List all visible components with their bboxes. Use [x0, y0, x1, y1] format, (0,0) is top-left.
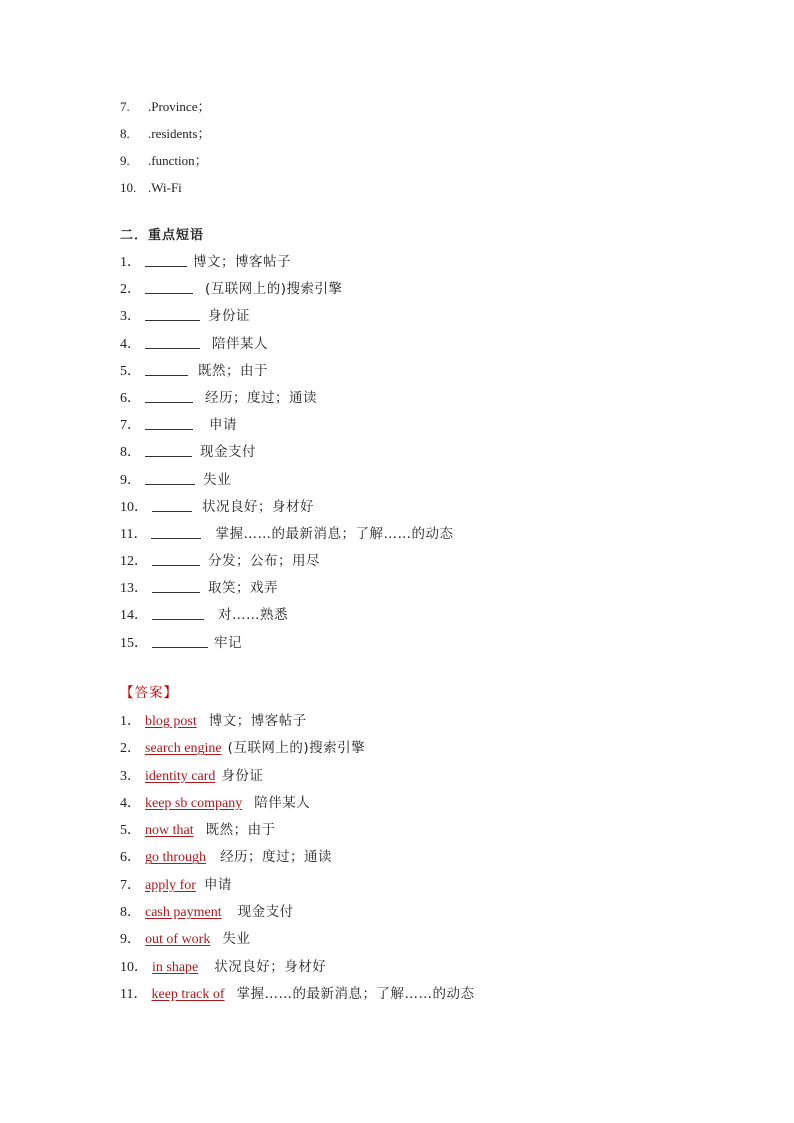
phrase-item	[120, 303, 453, 330]
item-number: 11．	[120, 986, 148, 1002]
phrase-item	[120, 439, 453, 466]
phrase-meaning: 博文；博客帖子	[193, 254, 291, 270]
vocab-word: .Wi-Fi	[148, 180, 182, 195]
phrase-meaning: 陪伴某人	[212, 335, 268, 352]
answer-blank[interactable]	[145, 362, 188, 376]
phrase-meaning: 申请	[203, 876, 232, 893]
answer-item	[120, 954, 475, 981]
phrase-item	[120, 521, 453, 548]
phrase-item	[120, 494, 453, 521]
answer-item	[120, 872, 475, 899]
item-number: 1．	[120, 714, 141, 729]
phrase-item	[120, 385, 453, 412]
item-number: 7．	[120, 418, 141, 434]
item-number: 8．	[120, 445, 141, 461]
item-number: 13．	[120, 581, 148, 597]
answer-item	[120, 844, 475, 871]
answer-phrase: out of work	[145, 932, 211, 948]
item-number: 5．	[120, 823, 141, 839]
answer-blank[interactable]	[145, 416, 193, 430]
phrase-item	[120, 602, 453, 629]
phrase-meaning: (互联网上的)搜索引擎	[227, 740, 366, 757]
answer-phrase: search engine	[145, 741, 222, 757]
phrase-meaning: 博文；博客帖子	[208, 713, 307, 729]
item-number: 10．	[120, 499, 148, 515]
vocab-word: .residents；	[148, 126, 211, 141]
phrase-meaning: 状况良好；身材好	[214, 958, 327, 975]
item-number: 2．	[120, 741, 141, 757]
vocab-item	[120, 120, 210, 147]
item-number: 7.	[120, 99, 130, 114]
phrase-item	[120, 467, 453, 494]
phrase-meaning: 经历；度过；通读	[220, 849, 333, 866]
answer-item	[120, 763, 475, 790]
phrase-item	[120, 575, 453, 602]
phrase-meaning: 掌握……的最新消息；了解……的动态	[236, 985, 475, 1002]
item-number: 3．	[120, 768, 141, 784]
answer-item	[120, 708, 475, 735]
answer-blank[interactable]	[152, 606, 204, 620]
answer-phrase: cash payment	[145, 905, 222, 921]
phrase-meaning: 现金支付	[237, 904, 294, 921]
answer-item	[120, 817, 475, 844]
answer-blank[interactable]	[145, 335, 200, 349]
answer-item	[120, 735, 475, 762]
vocab-item	[120, 147, 210, 174]
item-number: 3．	[120, 309, 141, 325]
item-number: 4．	[120, 795, 141, 811]
item-number: 11．	[120, 526, 148, 542]
phrase-meaning: 取笑；戏弄	[208, 580, 278, 597]
vocab-item	[120, 93, 210, 120]
answer-blank[interactable]	[145, 471, 195, 485]
item-number: 4．	[120, 336, 141, 352]
answer-item	[120, 926, 475, 953]
phrase-meaning: 经历；度过；通读	[205, 389, 317, 406]
phrase-item	[120, 358, 453, 385]
item-number: 2．	[120, 282, 141, 298]
phrase-item	[120, 249, 453, 276]
answer-blank[interactable]	[145, 307, 200, 321]
answer-phrase: apply for	[145, 877, 196, 893]
answer-phrase: in shape	[152, 959, 199, 975]
phrase-meaning: 申请	[209, 417, 237, 434]
item-number: 6．	[120, 850, 141, 866]
phrase-meaning: 状况良好；身材好	[202, 498, 314, 515]
phrase-meaning: 既然；由于	[198, 362, 268, 379]
item-number: 15．	[120, 635, 148, 651]
item-number: 7．	[120, 877, 141, 893]
phrase-meaning: 既然；由于	[205, 822, 276, 839]
phrase-meaning: 失业	[203, 471, 231, 488]
answer-phrase: keep track of	[151, 986, 225, 1002]
item-number: 1．	[120, 255, 141, 270]
item-number: 12．	[120, 554, 148, 570]
phrase-item	[120, 630, 453, 657]
answer-blank[interactable]	[152, 498, 192, 512]
section-heading-key-phrases: 二．重点短语	[120, 228, 205, 243]
answer-phrase: now that	[145, 823, 194, 839]
phrase-meaning: 掌握……的最新消息；了解……的动态	[215, 525, 454, 542]
item-number: 9．	[120, 472, 141, 488]
answer-list	[120, 708, 475, 1008]
item-number: 5．	[120, 363, 141, 379]
answer-item	[120, 981, 475, 1008]
answer-item	[120, 899, 475, 926]
answer-blank[interactable]	[152, 552, 200, 566]
phrase-meaning: 分发；公布；用尽	[208, 553, 320, 570]
phrase-meaning: 对……熟悉	[218, 607, 288, 624]
phrase-exercise-list	[120, 249, 453, 657]
answer-phrase: identity card	[145, 768, 216, 784]
answer-phrase: keep sb company	[145, 795, 243, 811]
vocab-word: .Province；	[148, 99, 211, 114]
answer-phrase: blog post	[145, 714, 197, 729]
answer-phrase: go through	[145, 850, 207, 866]
answer-blank[interactable]	[151, 525, 201, 539]
phrase-item	[120, 331, 453, 358]
item-number: 6．	[120, 390, 141, 406]
item-number: 14．	[120, 608, 148, 624]
answer-heading: 【答案】	[120, 685, 178, 701]
vocab-list	[120, 93, 210, 201]
phrase-meaning: 失业	[222, 931, 251, 948]
phrase-item	[120, 548, 453, 575]
answer-blank[interactable]	[145, 280, 193, 294]
phrase-meaning: (互联网上的)搜索引擎	[205, 281, 343, 298]
phrase-item	[120, 276, 453, 303]
phrase-item	[120, 412, 453, 439]
item-number: 8．	[120, 905, 141, 921]
answer-blank[interactable]	[152, 634, 208, 648]
phrase-meaning: 现金支付	[200, 444, 256, 461]
phrase-meaning: 牢记	[214, 634, 242, 651]
answer-blank[interactable]	[145, 389, 193, 403]
phrase-meaning: 身份证	[208, 308, 250, 325]
item-number: 10.	[120, 180, 137, 195]
answer-blank[interactable]	[145, 443, 192, 457]
item-number: 8.	[120, 126, 130, 141]
item-number: 9.	[120, 153, 130, 168]
answer-item	[120, 790, 475, 817]
vocab-word: .function；	[148, 153, 208, 168]
answer-blank[interactable]	[145, 253, 187, 267]
item-number: 9．	[120, 932, 141, 948]
vocab-item	[120, 174, 210, 201]
item-number: 10．	[120, 959, 148, 975]
answer-blank[interactable]	[152, 579, 200, 593]
phrase-meaning: 身份证	[221, 767, 264, 784]
phrase-meaning: 陪伴某人	[254, 794, 311, 811]
